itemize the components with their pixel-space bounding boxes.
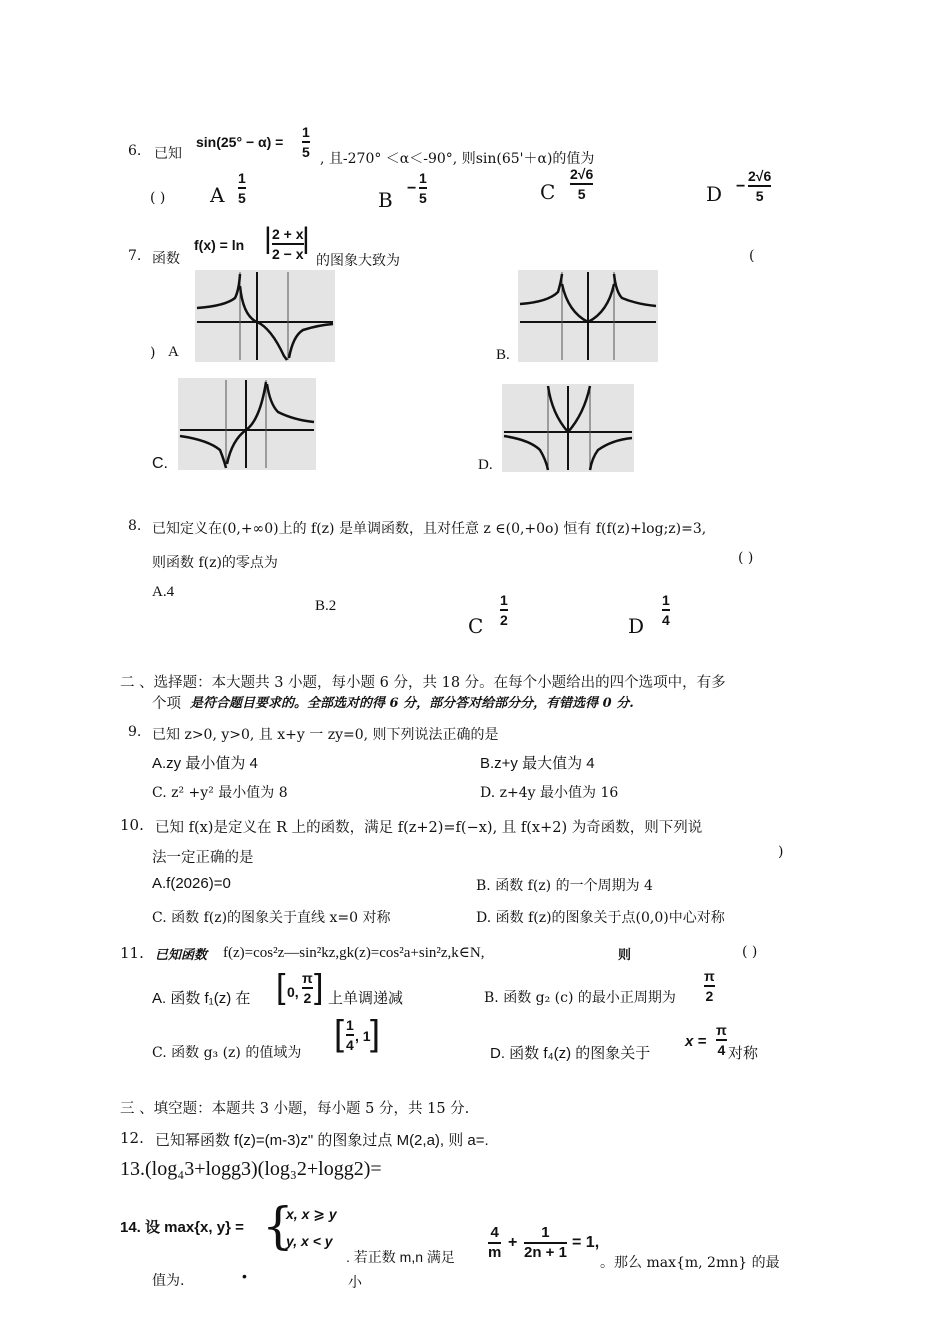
q8-line1: 已知定义在(0,+∞0)上的 f(z) 是单调函数，且对任意 z ∈(0,+0o) 恒有 f(f(z)+log;z)=3, — [152, 521, 707, 537]
q6-number: 6. — [128, 143, 142, 159]
q11-option-c-den: 4 — [346, 1037, 354, 1053]
q8-option-c-label: C — [468, 614, 484, 638]
q6-option-a-den: 5 — [238, 190, 246, 206]
q6-option-a-label: A — [210, 183, 225, 207]
q8-answer-paren: ( ) — [738, 550, 754, 566]
q8-option-c-fraction — [500, 592, 508, 628]
q9-option-b: B.z+y 最大值为 4 — [480, 755, 595, 772]
q7-function-fraction — [272, 226, 304, 262]
section2-heading-line2b: 是符合题目要求的。全部选对的得 6 分，部分答对给部分分，有错选得 0 分. — [190, 696, 634, 711]
q10-option-a: A.f(2026)=0 — [152, 875, 231, 892]
q9-option-c: C. z² +y² 最小值为 8 — [152, 785, 288, 801]
q11-option-d-prefix: D. 函数 f₄(z) 的图象关于 — [490, 1045, 651, 1062]
q14-line2: 值为. — [152, 1273, 185, 1289]
q14-eq-b-den: 2n + 1 — [524, 1244, 567, 1261]
q11-option-c-prefix: C. 函数 g₃ (z) 的值域为 — [152, 1045, 302, 1061]
q11-option-c-fraction — [346, 1017, 354, 1053]
q7-graph-a-label: A — [168, 344, 179, 360]
q6-option-a-fraction — [238, 170, 246, 206]
q10-option-b: B. 函数 f(z) 的一个周期为 4 — [476, 878, 653, 894]
q11-number: 11. — [120, 944, 144, 962]
q6-option-d-label: D — [706, 182, 723, 206]
q8-option-b: B.2 — [315, 598, 337, 614]
q11-option-b-pi: π — [704, 968, 715, 984]
q11-option-a-pi: π — [302, 970, 313, 986]
q11-option-c-bracket-right: ] — [370, 1012, 381, 1053]
q11-option-d-x: x = — [685, 1033, 707, 1050]
q6-option-d-fraction — [748, 168, 771, 204]
q14-post: 。那么 max{m, 2mn} 的最 — [600, 1255, 780, 1271]
q11-option-a-interval-left: 0, — [287, 984, 299, 1000]
q7-suffix: 的图象大致为 — [316, 253, 400, 269]
q6-option-c-num: 2√6 — [570, 166, 594, 182]
q6-prefix: 已知 — [154, 146, 182, 162]
q9-option-a: A.zy 最小值为 4 — [152, 755, 258, 772]
q11-option-a-suffix: 上单调递减 — [328, 990, 404, 1007]
q8-option-c-den: 2 — [500, 612, 508, 628]
q8-number: 8. — [128, 518, 142, 534]
q8-option-c-num: 1 — [500, 592, 508, 608]
q8-option-d-num: 1 — [662, 592, 670, 608]
q8-option-d-label: D — [628, 614, 645, 638]
q7-function-lhs: f(x) = ln — [194, 237, 245, 253]
q14-eq-a-den: m — [488, 1244, 502, 1261]
q7-graph-b-label: B. — [496, 347, 510, 363]
q14-eq-a-num: 4 — [490, 1224, 499, 1241]
q6-option-b-sign: − — [407, 180, 417, 197]
q11-option-b-prefix: B. 函数 g₂ (c) 的最小正周期为 — [484, 990, 676, 1006]
q11-stem: f(z)=cos²z—sin²kz,gk(z)=cos²a+sin²z,k∈N, — [223, 945, 485, 961]
q6-option-c-label: C — [540, 180, 556, 204]
q14-dot: • — [242, 1268, 247, 1284]
q14-lead: 14. 设 max{x, y} = — [120, 1219, 244, 1236]
q6-option-d-num: 2√6 — [748, 168, 772, 184]
q11-option-c-bracket-left: [ — [334, 1012, 345, 1053]
q13-text: 13.(log₄3+logg3)(log₃2+logg2)= — [120, 1158, 382, 1180]
q11-option-b-den: 2 — [705, 988, 714, 1004]
q11-option-d-pi: π — [716, 1022, 727, 1038]
q7-graph-c-label: C. — [152, 455, 168, 472]
q11-option-d-suffix: 对称 — [728, 1045, 759, 1062]
q11-stem-prefix: 已知函数 — [155, 948, 208, 963]
q11-option-c-right: , 1 — [355, 1028, 371, 1044]
q6-option-b-num: 1 — [419, 170, 427, 186]
q7-abs-bar-right: | — [302, 222, 310, 255]
q7-paren-open: ( — [749, 248, 755, 264]
q10-option-d: D. 函数 f(z)的图象关于点(0,0)中心对称 — [476, 910, 725, 926]
q8-option-d-den: 4 — [662, 612, 670, 628]
q6-option-a-num: 1 — [238, 170, 246, 186]
q6-given-numerator: 1 — [302, 124, 310, 140]
q7-number: 7. — [128, 248, 142, 264]
q6-option-b-label: B — [378, 188, 393, 212]
q9-option-d: D. z+4y 最小值为 16 — [480, 785, 619, 801]
q6-option-b-den: 5 — [419, 190, 427, 206]
q11-option-c-num: 1 — [346, 1017, 354, 1033]
q14-mid: . 若正数 m,n 满足 — [346, 1249, 455, 1265]
q14-xiao: 小 — [348, 1275, 362, 1291]
q7-prefix: 函数 — [152, 251, 180, 267]
q7-abs-bar-left: | — [264, 222, 272, 255]
q14-eq-rhs: = 1, — [572, 1234, 600, 1251]
q6-given-lhs: sin(25° − α) = — [196, 134, 284, 150]
q12-number: 12. — [120, 1129, 144, 1147]
q9-stem: 已知 z>0, y>0, 且 x+y 一 zy=0, 则下列说法正确的是 — [152, 727, 499, 743]
q7-graph-b — [518, 270, 658, 362]
q11-option-a-interval-fraction — [302, 970, 313, 1006]
q7-graph-d — [502, 384, 634, 472]
q12-text: 已知幂函数 f(z)=(m-3)z" 的图象过点 M(2,a), 则 a=. — [155, 1132, 489, 1149]
q6-answer-paren: ( ) — [150, 190, 166, 206]
q6-option-d-sign: − — [736, 178, 746, 195]
q10-answer-paren: ) — [778, 844, 784, 860]
q6-option-c-den: 5 — [577, 186, 586, 202]
q7-graph-c — [178, 378, 316, 470]
q7-paren-close: ) — [150, 345, 156, 361]
q10-option-c: C. 函数 f(z)的图象关于直线 x=0 对称 — [152, 910, 391, 926]
q11-option-d-fraction — [716, 1022, 727, 1058]
q6-option-c-fraction — [570, 166, 593, 202]
q10-number: 10. — [120, 816, 144, 834]
q7-function-num: 2 + x — [272, 226, 304, 242]
q14-brace: { — [262, 1197, 294, 1255]
q6-stem-text: , 且-270° ＜α＜-90°, 则sin(65'＋α)的值为 — [320, 151, 595, 167]
q8-option-a: A.4 — [152, 584, 175, 600]
q14-case1: x, x ⩾ y — [286, 1206, 337, 1222]
q7-graph-a — [195, 270, 335, 362]
q6-option-b-fraction — [419, 170, 427, 206]
q11-option-a-bracket-right: ] — [314, 968, 324, 1006]
q11-then: 则 — [618, 948, 632, 963]
q11-option-b-fraction — [704, 968, 715, 1004]
section2-heading-line2a: 个项 — [152, 696, 181, 712]
q6-option-d-den: 5 — [755, 188, 764, 204]
q7-function-den: 2 − x — [272, 246, 304, 262]
q11-answer-paren: ( ) — [742, 944, 758, 960]
q11-option-a-bracket-left: [ — [276, 968, 286, 1006]
q7-graph-d-label: D. — [478, 457, 493, 473]
q14-eq-frac-a — [488, 1225, 501, 1261]
q8-line2: 则函数 f(z)的零点为 — [152, 555, 278, 571]
q6-given-denominator: 5 — [302, 144, 310, 160]
q11-option-a-den: 2 — [303, 990, 312, 1006]
q14-plus: + — [508, 1234, 518, 1251]
q8-option-d-fraction — [662, 592, 670, 628]
q11-option-d-den: 4 — [717, 1042, 726, 1058]
q11-option-a-prefix: A. 函数 f₁(z) 在 — [152, 990, 251, 1007]
q10-line1: 已知 f(x)是定义在 R 上的函数，满足 f(z+2)=f(−x), 且 f(x+2) 为奇函数，则下列说 — [155, 820, 703, 836]
q9-number: 9. — [128, 724, 142, 740]
q10-line2: 法一定正确的是 — [152, 850, 254, 866]
q6-given-fraction — [302, 124, 310, 160]
q14-case2: y, x < y — [286, 1233, 333, 1249]
q14-eq-frac-b — [524, 1225, 567, 1261]
section2-heading-line1: 二 、选择题：本大题共 3 小题，每小题 6 分，共 18 分。在每个小题给出的四个选项中，有多 — [120, 675, 726, 691]
section3-heading: 三 、填空题：本题共 3 小题，每小题 5 分，共 15 分. — [120, 1101, 470, 1117]
q14-eq-b-num: 1 — [541, 1224, 550, 1241]
